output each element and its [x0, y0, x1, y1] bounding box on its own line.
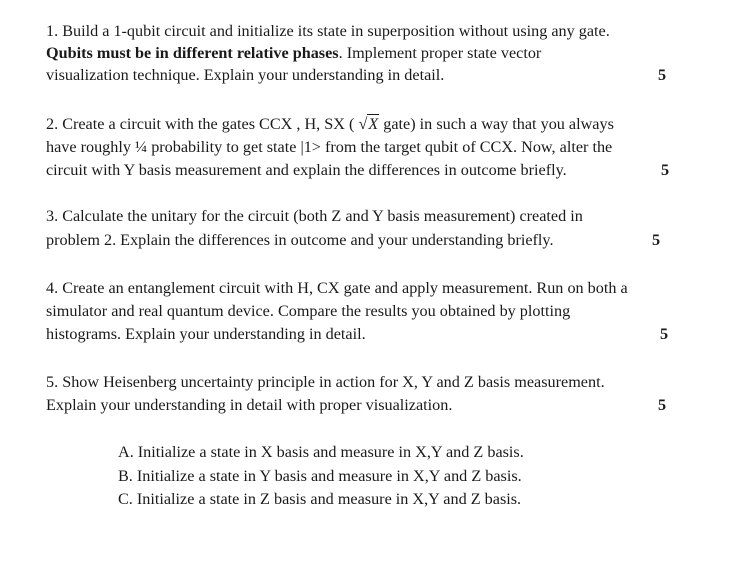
question-5-line-1: 5. Show Heisenberg uncertainty principle in action for X, Y and Z basis measurement. — [46, 373, 605, 391]
question-1-marks: 5 — [658, 66, 667, 84]
question-2-marks: 5 — [661, 161, 670, 179]
question-4-marks: 5 — [660, 325, 669, 343]
sqrt-x-symbol — [358, 113, 379, 135]
question-4-line-2: simulator and real quantum device. Compare the results you obtained by plotting — [46, 302, 571, 320]
question-1-line-2 — [46, 42, 541, 64]
question-1-bold-requirement: Qubits must be in different relative phases — [46, 44, 339, 62]
question-2-line-1 — [46, 113, 614, 135]
question-4-line-3: histograms. Explain your understanding in detail. — [46, 325, 366, 343]
question-4-line-1: 4. Create an entanglement circuit with H, CX gate and apply measurement. Run on both a — [46, 279, 628, 297]
question-1-line-3: visualization technique. Explain your understanding in detail. — [46, 66, 445, 84]
question-1-line-1: 1. Build a 1-qubit circuit and initialize its state in superposition without using any gate. — [46, 22, 610, 40]
subitem-b: B. Initialize a state in Y basis and measure in X,Y and Z basis. — [118, 467, 522, 485]
question-2-line-3: circuit with Y basis measurement and explain the differences in outcome briefly. — [46, 161, 567, 179]
question-1-line-2-rest: . Implement proper state vector — [338, 44, 542, 62]
radicand-x: X — [368, 115, 379, 133]
question-2-line-2: have roughly ¼ probability to get state |1> from the target qubit of CCX. Now, alter the — [46, 138, 613, 156]
question-3-line-2: problem 2. Explain the differences in outcome and your understanding briefly. — [46, 231, 554, 249]
question-3-line-1: 3. Calculate the unitary for the circuit (both Z and Y basis measurement) created in — [46, 207, 583, 225]
question-3-marks: 5 — [652, 231, 661, 249]
radical-sign: √ — [358, 115, 368, 133]
question-2-line-1-start: 2. Create a circuit with the gates CCX , H, SX ( — [46, 115, 359, 133]
question-5-marks: 5 — [658, 396, 667, 414]
subitem-c: C. Initialize a state in Z basis and measure in X,Y and Z basis. — [118, 490, 522, 508]
subitem-a: A. Initialize a state in X basis and measure in X,Y and Z basis. — [118, 443, 524, 461]
question-5-line-2: Explain your understanding in detail with proper visualization. — [46, 396, 453, 414]
question-2-line-1-end: gate) in such a way that you always — [379, 115, 614, 133]
